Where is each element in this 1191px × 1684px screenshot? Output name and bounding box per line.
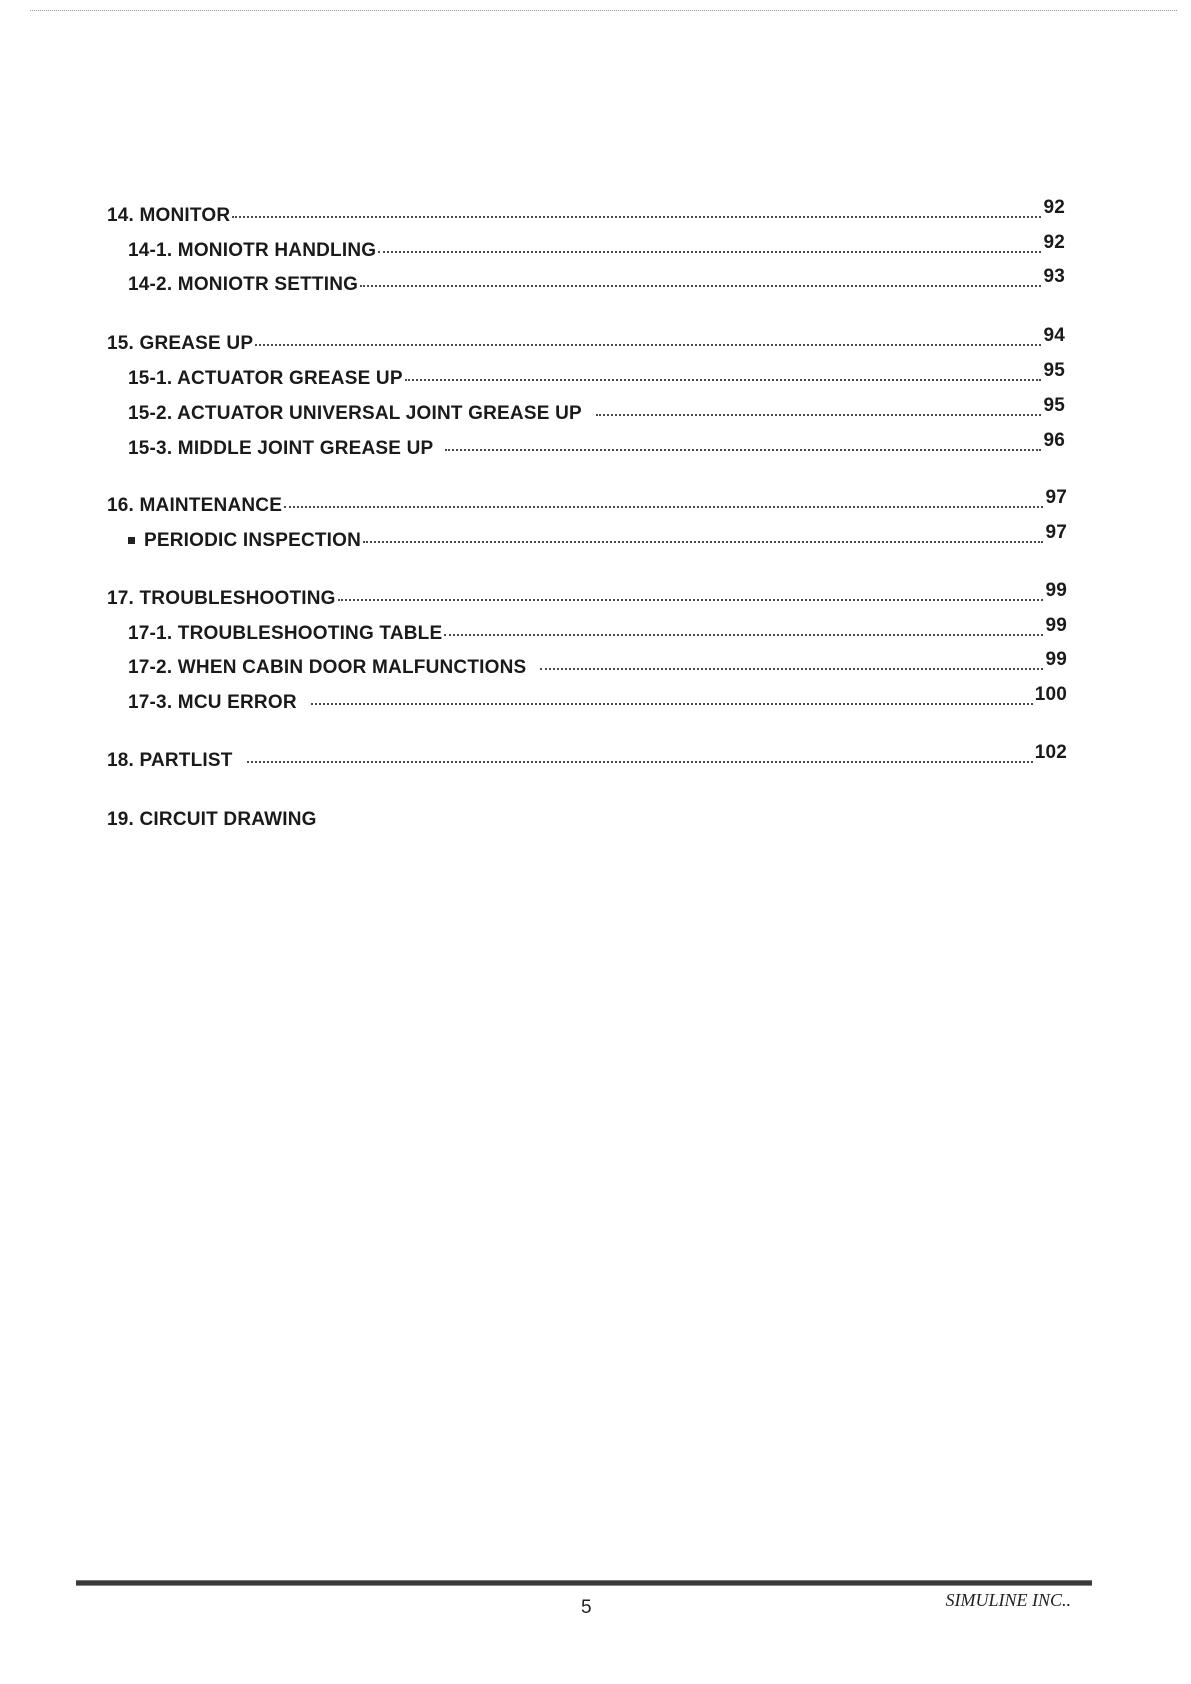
toc-entry-14[interactable] <box>107 197 1065 228</box>
toc-entry-16[interactable] <box>107 487 1067 518</box>
toc-entry-page: 99 <box>1045 649 1067 670</box>
toc-entry-title: 14-1. MONIOTR HANDLING <box>128 240 377 261</box>
dot-leader <box>338 599 1044 601</box>
toc-entry-15-2[interactable] <box>128 395 1065 426</box>
toc-entry-title: 17-1. TROUBLESHOOTING TABLE <box>128 623 443 644</box>
toc-entry-title: 19. CIRCUIT DRAWING <box>107 809 317 830</box>
toc-entry-title: 17-3. MCU ERROR <box>128 692 297 713</box>
toc-entry-title: 15-1. ACTUATOR GREASE UP <box>128 368 403 389</box>
toc-entry-17-2[interactable] <box>128 649 1067 680</box>
toc-entry-15-3[interactable] <box>128 430 1065 461</box>
toc-entry-title: PERIODIC INSPECTION <box>144 530 362 551</box>
toc-entry-17[interactable] <box>107 580 1067 611</box>
toc-entry-17-3[interactable] <box>128 684 1067 715</box>
toc-entry-title: 17. TROUBLESHOOTING <box>107 588 336 609</box>
square-bullet-icon <box>128 537 135 544</box>
dot-leader <box>232 216 1041 218</box>
toc-entry-page: 102 <box>1034 742 1067 763</box>
dot-leader <box>405 379 1042 381</box>
dot-leader <box>378 251 1041 253</box>
toc-entry-page: 95 <box>1043 360 1065 381</box>
footer-rule <box>76 1580 1092 1586</box>
toc-entry-page: 92 <box>1043 232 1065 253</box>
page-number: 5 <box>581 1597 592 1618</box>
dot-leader <box>540 668 1043 670</box>
toc-entry-14-1[interactable] <box>128 232 1065 263</box>
toc-entry-page: 95 <box>1043 395 1065 416</box>
toc-entry-page: 96 <box>1043 430 1065 451</box>
toc-entry-page: 99 <box>1045 615 1067 636</box>
toc-entry-page: 94 <box>1043 325 1065 346</box>
toc-entry-title: 14. MONITOR <box>107 205 231 226</box>
toc-entry-page: 97 <box>1045 487 1067 508</box>
dot-leader <box>311 703 1033 705</box>
toc-entry-15-1[interactable] <box>128 360 1065 391</box>
toc-entry-title: 15-3. MIDDLE JOINT GREASE UP <box>128 438 434 459</box>
dot-leader <box>284 506 1043 508</box>
dot-leader <box>255 344 1041 346</box>
toc-entry-title: 15. GREASE UP <box>107 333 254 354</box>
toc-entry-17-1[interactable] <box>128 615 1067 646</box>
dot-leader <box>445 449 1041 451</box>
dot-leader <box>444 634 1043 636</box>
toc-entry-page: 93 <box>1043 266 1065 287</box>
toc-entry-15[interactable] <box>107 325 1065 356</box>
toc-entry-page: 100 <box>1034 684 1067 705</box>
toc-entry-title: 18. PARTLIST <box>107 750 233 771</box>
dot-leader <box>596 414 1042 416</box>
toc-entry-page: 92 <box>1043 197 1065 218</box>
toc-entry-page: 99 <box>1045 580 1067 601</box>
toc-entry-title: 15-2. ACTUATOR UNIVERSAL JOINT GREASE UP <box>128 403 582 424</box>
toc-entry-18[interactable] <box>107 742 1067 773</box>
toc-entry-title: 14-2. MONIOTR SETTING <box>128 274 359 295</box>
company-name: SIMULINE INC.. <box>945 1590 1071 1610</box>
toc-entry-periodic-inspection[interactable] <box>128 522 1067 553</box>
dot-leader <box>247 761 1033 763</box>
dot-leader <box>363 541 1043 543</box>
toc-entry-page: 97 <box>1045 522 1067 543</box>
dot-leader <box>360 285 1041 287</box>
toc-entry-title: 17-2. WHEN CABIN DOOR MALFUNCTIONS <box>128 657 527 678</box>
toc-entry-title: 16. MAINTENANCE <box>107 495 283 516</box>
toc-entry-19[interactable] <box>107 808 317 832</box>
toc-entry-14-2[interactable] <box>128 266 1065 297</box>
